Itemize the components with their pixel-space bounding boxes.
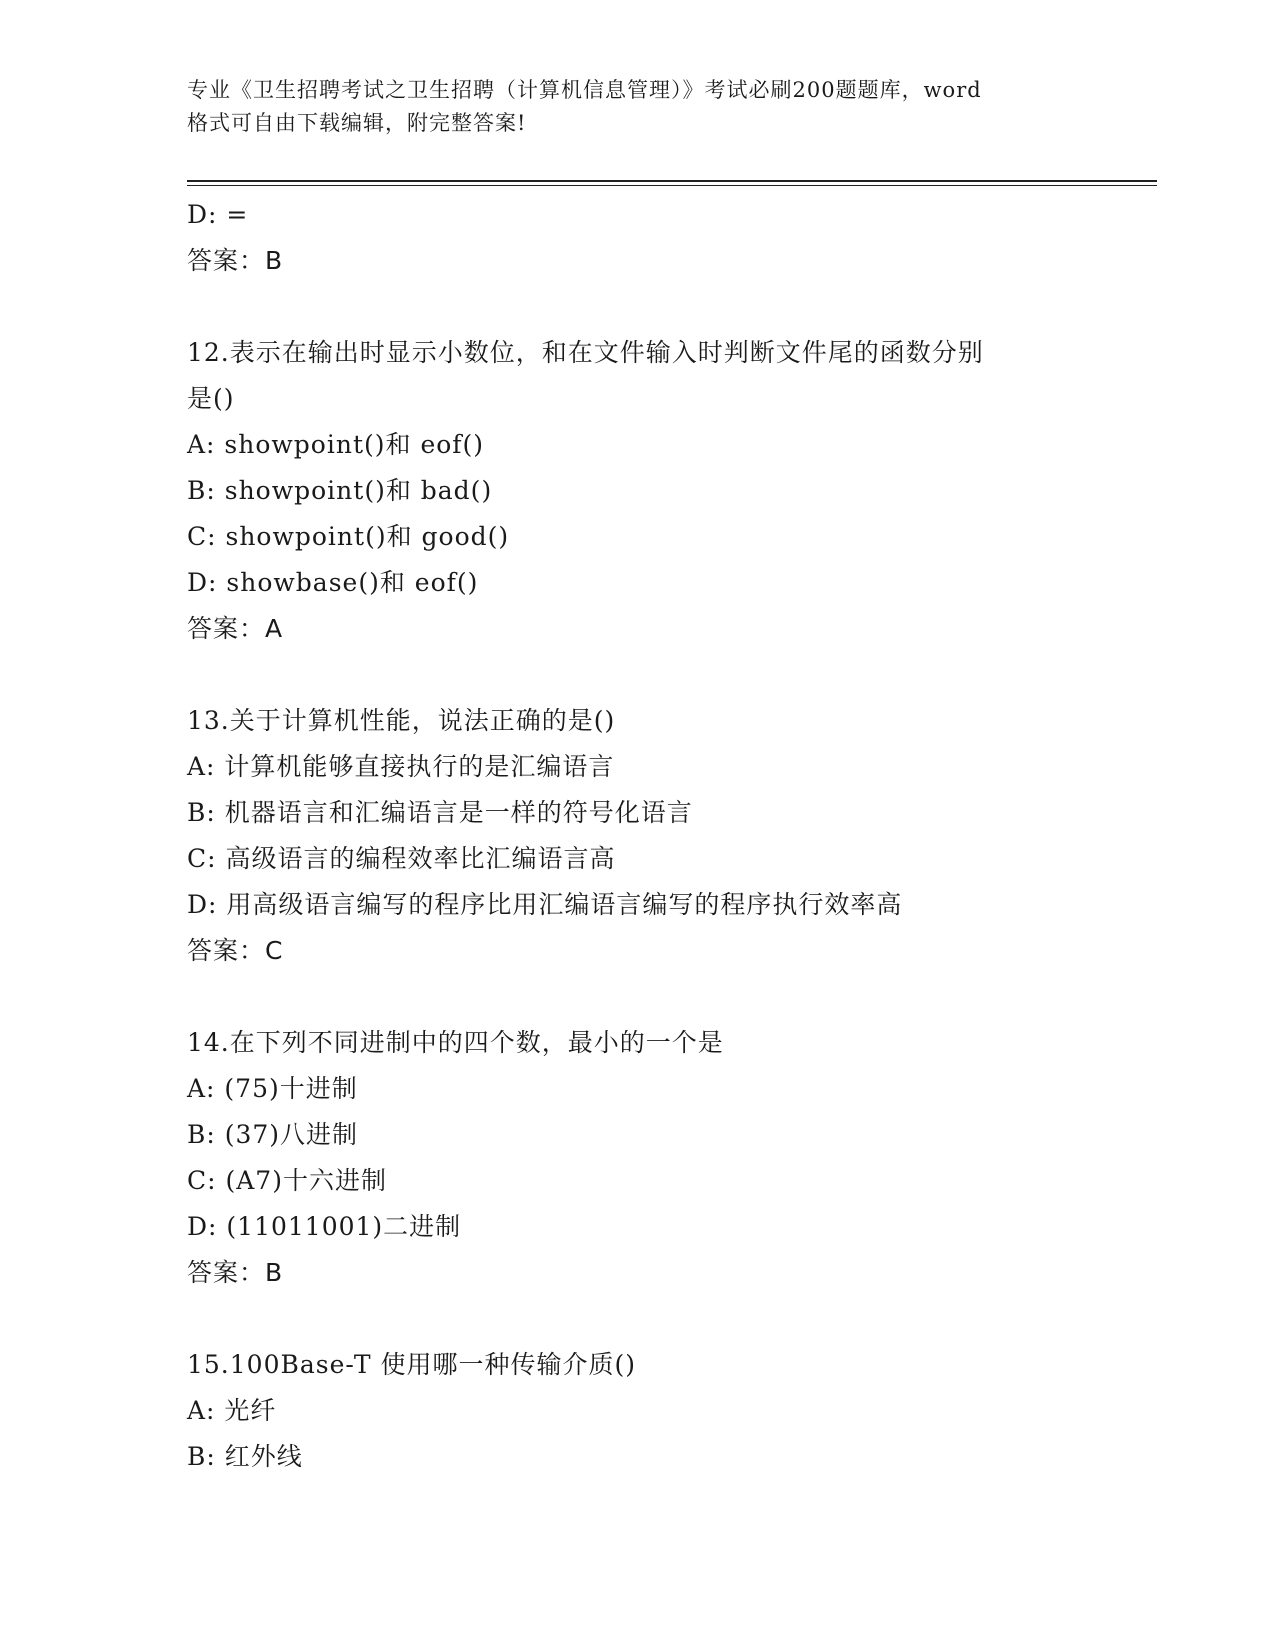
answer: 答案：B [187,1258,284,1287]
question-14 [187,1020,1157,1296]
spacer [187,652,1157,698]
option-a: A: 光纤 [187,1396,277,1425]
question-stem: 12.表示在输出时显示小数位，和在文件输入时判断文件尾的函数分别 [187,338,984,367]
question-content [187,192,1157,1480]
question-stem: 13.关于计算机性能，说法正确的是() [187,706,616,735]
option-c: C: (A7)十六进制 [187,1166,387,1195]
header-line-1: 专业《卫生招聘考试之卫生招聘（计算机信息管理）》考试必刷200题题库，word [187,78,982,102]
answer: 答案：C [187,936,284,965]
spacer [187,284,1157,330]
previous-answer: 答案：B [187,246,284,275]
answer: 答案：A [187,614,284,643]
question-stem: 14.在下列不同进制中的四个数，最小的一个是 [187,1028,724,1057]
document-header [187,74,1087,140]
option-a: A: showpoint()和 eof() [187,430,485,459]
previous-option-d: D: = [187,200,249,229]
option-c: C: showpoint()和 good() [187,522,510,551]
question-stem-continued: 是() [187,384,235,413]
option-d: D: showbase()和 eof() [187,568,479,597]
option-b: B: 红外线 [187,1442,303,1471]
option-b: B: showpoint()和 bad() [187,476,493,505]
option-c: C: 高级语言的编程效率比汇编语言高 [187,844,616,873]
option-b: B: (37)八进制 [187,1120,359,1149]
header-line-2: 格式可自由下载编辑，附完整答案! [187,111,527,135]
header-rule-thin [187,185,1157,186]
spacer [187,974,1157,1020]
option-a: A: (75)十进制 [187,1074,358,1103]
question-15 [187,1342,1157,1480]
spacer [187,1296,1157,1342]
question-13 [187,698,1157,974]
header-rule-thick [187,180,1157,182]
option-d: D: (11011001)二进制 [187,1212,462,1241]
option-d: D: 用高级语言编写的程序比用汇编语言编写的程序执行效率高 [187,890,903,919]
option-a: A: 计算机能够直接执行的是汇编语言 [187,752,615,781]
question-stem: 15.100Base-T 使用哪一种传输介质() [187,1350,637,1379]
question-12 [187,330,1157,652]
option-b: B: 机器语言和汇编语言是一样的符号化语言 [187,798,693,827]
